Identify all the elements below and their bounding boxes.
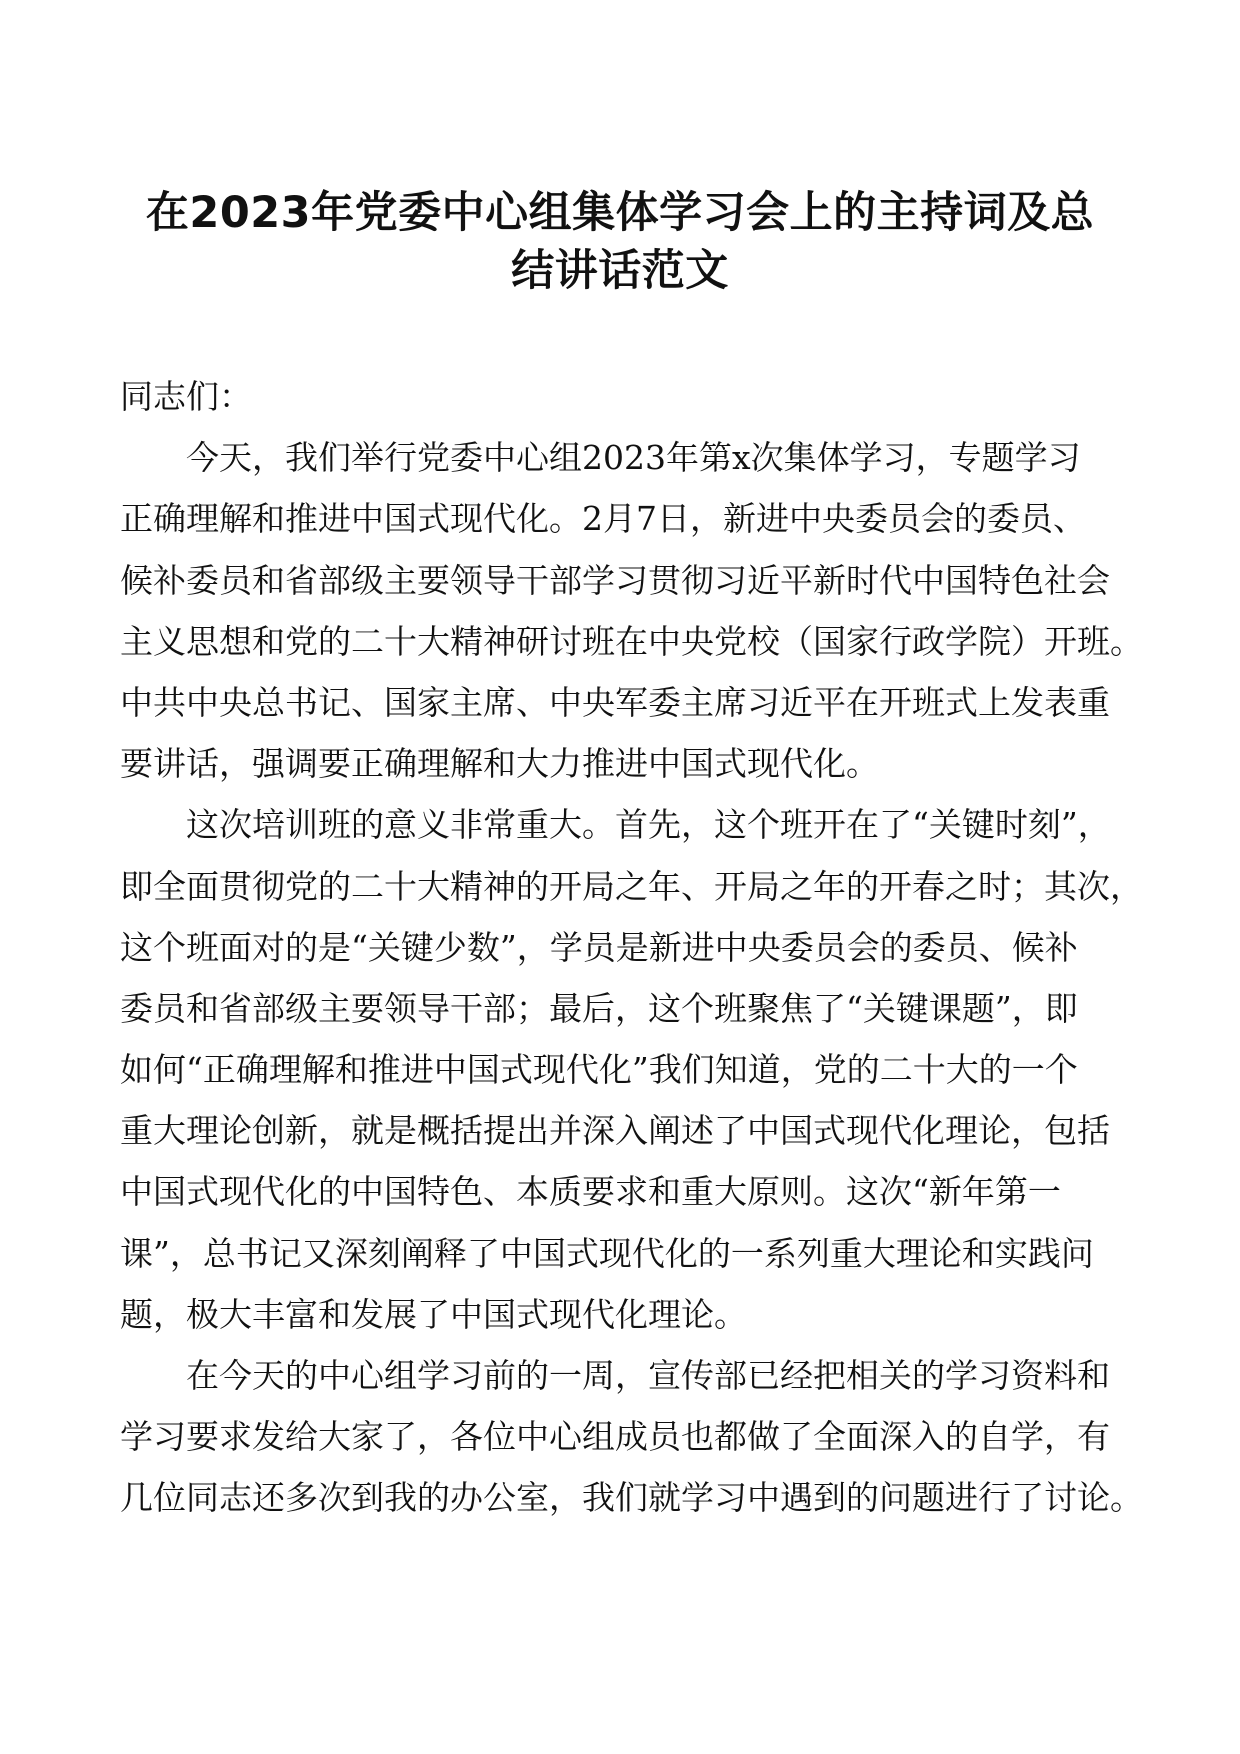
paragraph-2-line-3: 这个班面对的是“关键少数”，学员是新进中央委员会的委员、候补 [120, 927, 1078, 967]
paragraph-1-line-5: 中共中央总书记、国家主席、中央军委主席习近平在开班式上发表重 [120, 682, 1110, 722]
paragraph-1-line-1: 今天，我们举行党委中心组2023年第x次集体学习，专题学习 [186, 438, 1081, 478]
paragraph-2-line-7: 中国式现代化的中国特色、本质要求和重大原则。这次“新年第一 [120, 1172, 1061, 1212]
paragraph-1-line-4: 主义思想和党的二十大精神研讨班在中央党校（国家行政学院）开班。 [120, 621, 1143, 661]
paragraph-2-line-2: 即全面贯彻党的二十大精神的开局之年、开局之年的开春之时；其次， [120, 866, 1143, 906]
paragraph-1-line-2: 正确理解和推进中国式现代化。2月7日，新进中央委员会的委员、 [120, 499, 1086, 539]
paragraph-2-line-6: 重大理论创新，就是概括提出并深入阐述了中国式现代化理论，包括 [120, 1111, 1110, 1151]
paragraph-2-line-8: 课”，总书记又深刻阐释了中国式现代化的一系列重大理论和实践问 [120, 1233, 1094, 1273]
paragraph-3-line-1: 在今天的中心组学习前的一周，宣传部已经把相关的学习资料和 [186, 1356, 1110, 1395]
paragraph-2-line-4: 委员和省部级主要领导干部；最后，这个班聚焦了“关键课题”，即 [120, 988, 1078, 1028]
greeting: 同志们： [120, 377, 252, 416]
paragraph-1-line-6: 要讲话，强调要正确理解和大力推进中国式现代化。 [120, 744, 879, 784]
paragraph-2-line-5: 如何“正确理解和推进中国式现代化”我们知道，党的二十大的一个 [120, 1050, 1078, 1090]
document-body [120, 427, 1143, 1528]
title-line-2: 结讲话范文 [511, 246, 729, 296]
paragraph-3-line-2: 学习要求发给大家了，各位中心组成员也都做了全面深入的自学，有 [120, 1417, 1110, 1457]
paragraph-3-line-3: 几位同志还多次到我的办公室，我们就学习中遇到的问题进行了讨论。 [120, 1478, 1143, 1518]
paragraph-2-line-1: 这次培训班的意义非常重大。首先，这个班开在了“关键时刻”， [186, 805, 1111, 845]
paragraph-2-line-9: 题，极大丰富和发展了中国式现代化理论。 [120, 1294, 747, 1334]
paragraph-1-line-3: 候补委员和省部级主要领导干部学习贯彻习近平新时代中国特色社会 [120, 560, 1110, 600]
document-title [110, 184, 1130, 300]
title-line-1: 在2023年党委中心组集体学习会上的主持词及总 [145, 188, 1095, 238]
